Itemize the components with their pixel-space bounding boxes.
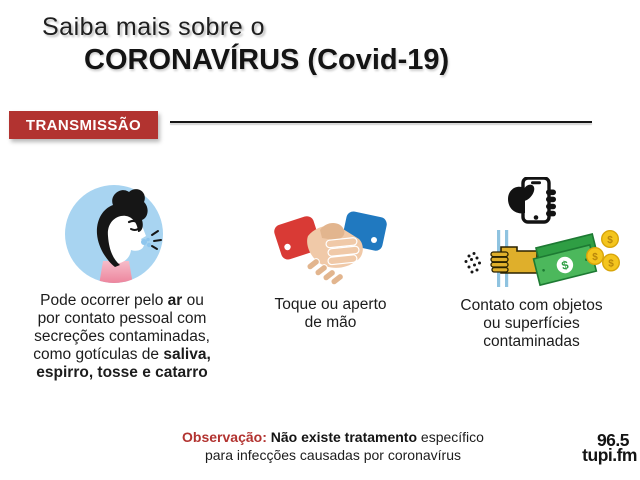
airborne-line-3: secreções contaminadas, bbox=[34, 328, 210, 345]
text-segment: como gotículas de bbox=[33, 346, 164, 363]
airborne-line-5 bbox=[8, 364, 236, 382]
handshake-line-1: Toque ou aperto bbox=[274, 296, 387, 313]
dollar-glyph: $ bbox=[607, 234, 613, 246]
text-segment: específico bbox=[417, 429, 484, 445]
airborne-line-1 bbox=[8, 292, 236, 310]
text-segment-bold: saliva, bbox=[163, 346, 211, 363]
person-sneezing-icon bbox=[63, 181, 167, 285]
text-segment-bold: espirro, tosse e catarro bbox=[36, 364, 208, 381]
dollar-glyph: $ bbox=[560, 257, 570, 273]
handshake-icon bbox=[272, 204, 390, 290]
note-line-1 bbox=[115, 428, 551, 446]
note-label: Observação: bbox=[182, 429, 267, 445]
text-segment: Pode ocorrer pelo bbox=[40, 292, 168, 309]
airborne-line-4 bbox=[8, 346, 236, 364]
objects-caption bbox=[429, 297, 634, 351]
objects-line-2: ou superfícies bbox=[483, 315, 580, 332]
observation-note bbox=[115, 428, 551, 464]
logo-frequency: 96.5 bbox=[596, 430, 629, 450]
radio-station-logo bbox=[582, 430, 637, 465]
poster-subtitle: Saiba mais sobre o bbox=[42, 13, 266, 41]
dollar-glyph: $ bbox=[592, 251, 598, 263]
handshake-line-2: de mão bbox=[304, 314, 357, 331]
text-segment-bold: Não existe tratamento bbox=[266, 429, 418, 445]
text-segment-bold: ar bbox=[167, 292, 183, 309]
text-segment: ou bbox=[182, 292, 204, 309]
money-icon bbox=[527, 227, 629, 290]
phone-in-hand-icon bbox=[506, 177, 556, 227]
section-divider-line bbox=[170, 121, 592, 123]
handshake-caption bbox=[243, 296, 418, 332]
airborne-caption bbox=[8, 292, 236, 382]
objects-line-3: contaminadas bbox=[483, 333, 580, 350]
note-line-2: para infecções causadas por coronavírus bbox=[204, 447, 462, 463]
transmission-badge: TRANSMISSÃO bbox=[9, 111, 158, 139]
airborne-line-2: por contato pessoal com bbox=[37, 310, 207, 327]
dollar-glyph: $ bbox=[608, 258, 614, 270]
poster-title: CORONAVÍRUS (Covid-19) bbox=[84, 44, 450, 76]
objects-line-1: Contato com objetos bbox=[460, 297, 603, 314]
logo-station-name: tupi.fm bbox=[582, 444, 637, 465]
